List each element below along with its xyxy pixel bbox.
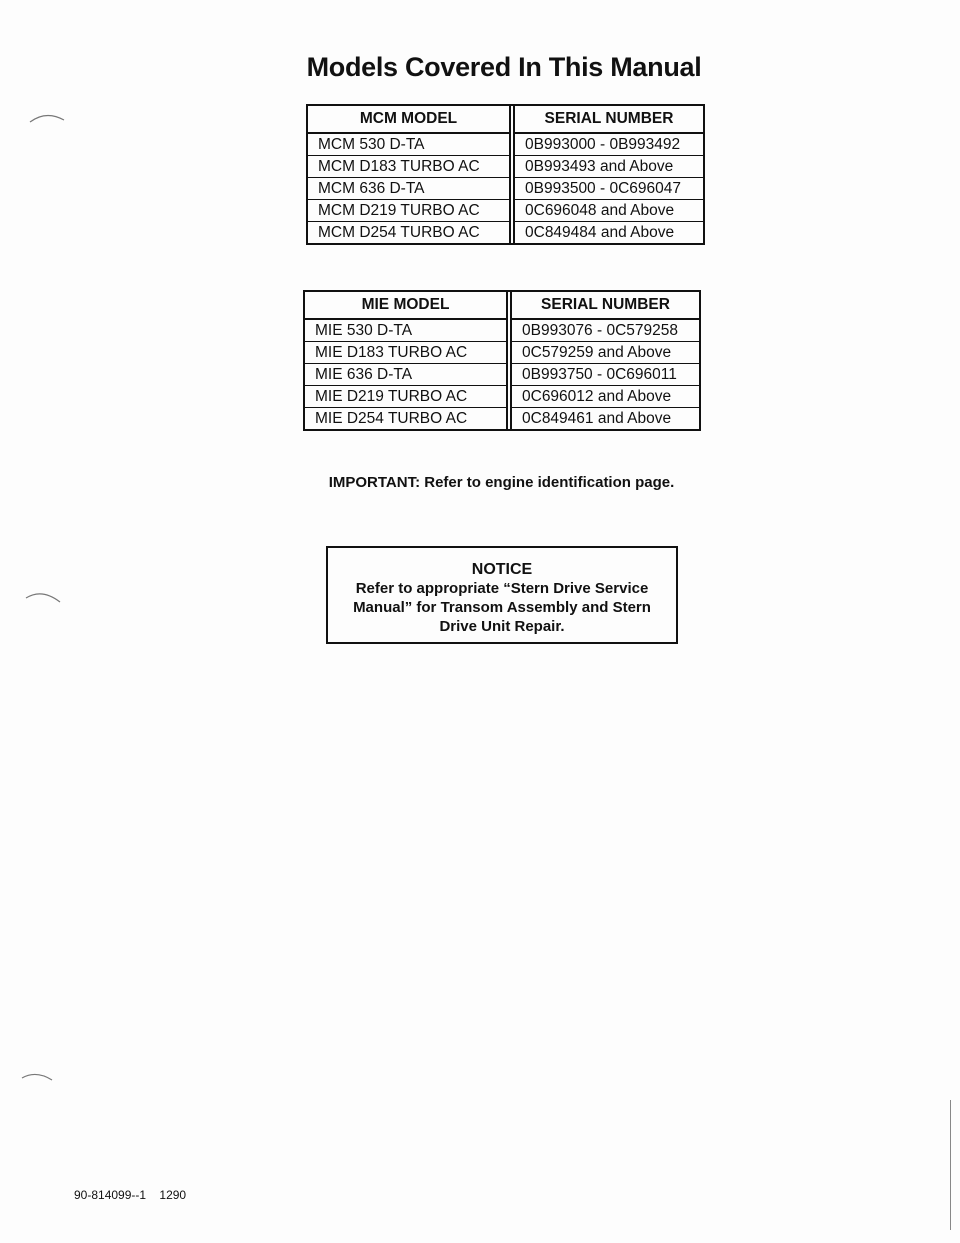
model-cell: MIE D254 TURBO AC [304, 408, 507, 431]
column-header-serial: SERIAL NUMBER [511, 291, 700, 319]
table-row [307, 200, 704, 222]
notice-title: NOTICE [471, 561, 533, 578]
table-row [304, 386, 700, 408]
model-cell: MCM 530 D-TA [307, 133, 510, 156]
model-cell: MCM D254 TURBO AC [307, 222, 510, 245]
model-cell: MIE D219 TURBO AC [304, 386, 507, 408]
page-footer [74, 1188, 196, 1202]
column-header-model: MCM MODEL [307, 105, 510, 133]
column-header-serial: SERIAL NUMBER [514, 105, 704, 133]
model-cell: MCM D219 TURBO AC [307, 200, 510, 222]
notice-box [326, 546, 678, 644]
binder-hole-mark-bottom [20, 1066, 56, 1086]
column-header-model: MIE MODEL [304, 291, 507, 319]
date-code: 1290 [159, 1188, 187, 1202]
model-cell: MCM D183 TURBO AC [307, 156, 510, 178]
serial-cell: 0B993500 - 0C696047 [514, 178, 704, 200]
binder-hole-mark-middle [24, 586, 64, 608]
mcm-model-table [306, 104, 705, 245]
scan-edge-line [950, 1100, 951, 1230]
serial-cell: 0B993000 - 0B993492 [514, 133, 704, 156]
model-cell: MIE D183 TURBO AC [304, 342, 507, 364]
binder-hole-mark-top [28, 108, 68, 128]
mie-model-table [303, 290, 701, 431]
table-row [307, 222, 704, 245]
table-header-row [304, 291, 700, 319]
serial-cell: 0C849461 and Above [511, 408, 700, 431]
page-title: Models Covered In This Manual [306, 52, 702, 83]
table-row [304, 364, 700, 386]
model-cell: MCM 636 D-TA [307, 178, 510, 200]
table-row [304, 319, 700, 342]
model-cell: MIE 530 D-TA [304, 319, 507, 342]
table-row [304, 408, 700, 431]
table-row [304, 342, 700, 364]
document-number: 90-814099--1 [74, 1188, 147, 1202]
table-header-row [307, 105, 704, 133]
serial-cell: 0C696048 and Above [514, 200, 704, 222]
serial-cell: 0C849484 and Above [514, 222, 704, 245]
table-row [307, 133, 704, 156]
serial-cell: 0B993750 - 0C696011 [511, 364, 700, 386]
model-cell: MIE 636 D-TA [304, 364, 507, 386]
notice-body: Refer to appropriate “Stern Drive Service Manual” for Transom Assembly and Stern Drive Unit Repair. [353, 580, 651, 635]
table-row [307, 156, 704, 178]
serial-cell: 0B993493 and Above [514, 156, 704, 178]
serial-cell: 0B993076 - 0C579258 [511, 319, 700, 342]
important-note: IMPORTANT: Refer to engine identification page. [328, 474, 675, 491]
serial-cell: 0C579259 and Above [511, 342, 700, 364]
table-row [307, 178, 704, 200]
serial-cell: 0C696012 and Above [511, 386, 700, 408]
